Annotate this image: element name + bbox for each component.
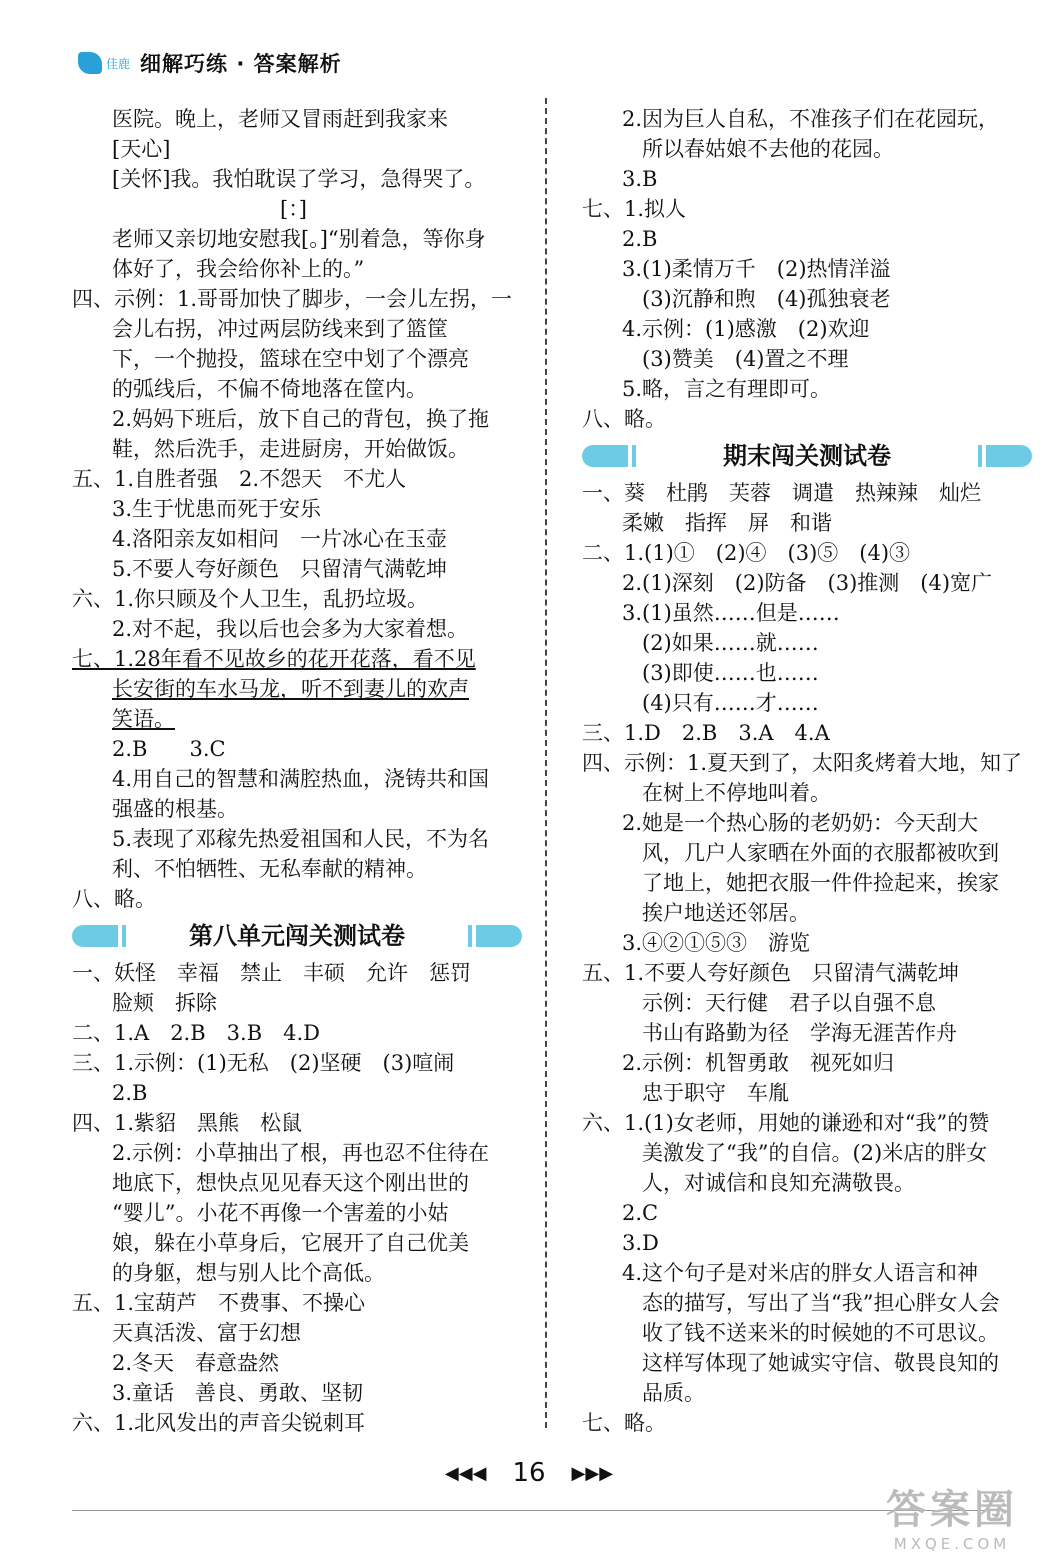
answer-line: 八、略。 [582,407,666,431]
answer-line: (3)沉静和煦 (4)孤独衰老 [642,287,891,311]
answer-line: 在树上不停地叫着。 [642,781,831,805]
answer-line: 2.B 3.C [112,737,226,761]
answer-line: “婴儿”。小花不再像一个害羞的小姑 [112,1201,449,1225]
answer-line: 4.这个句子是对米店的胖女人语言和神 [622,1261,979,1285]
page-number: 16 [512,1458,546,1488]
answer-line: 医院。晚上，老师又冒雨赶到我家来 [112,107,448,131]
answer-line: 2.(1)深刻 (2)防备 (3)推测 (4)宽广 [622,571,993,595]
page-header [78,46,342,80]
answer-line: 三、1.示例：(1)无私 (2)坚硬 (3)喧闹 [72,1051,455,1075]
banner-deco-right [476,925,522,947]
banner-deco-left-bar [632,445,636,467]
answer-line: [：] [112,197,307,221]
answer-line: 挨户地送还邻居。 [642,901,810,925]
banner-deco-left [582,445,628,467]
answer-line: 强盛的根基。 [112,797,238,821]
answer-line: 4.示例：(1)感激 (2)欢迎 [622,317,870,341]
answer-line: 柔嫩 指挥 屏 和谐 [622,511,832,535]
answer-line: 五、1.自胜者强 2.不怨天 不尤人 [72,467,407,491]
answer-line: 2.因为巨人自私，不准孩子们在花园玩， [622,107,1000,131]
answer-line: 笑语。 [112,707,175,731]
answer-line: 2.示例：小草抽出了根，再也忍不住待在 [112,1141,490,1165]
section-title: 第八单元闯关测试卷 [189,922,405,950]
section-banner [582,438,1032,474]
answer-line: 二、1.(1)① (2)④ (3)⑤ (4)③ [582,541,911,565]
answer-line: 五、1.宝葫芦 不费事、不操心 [72,1291,366,1315]
answer-line: 3.④②①⑤③ 游览 [622,931,811,955]
answer-line: 3.(1)柔情万千 (2)热情洋溢 [622,257,891,281]
answer-line: 3.(1)虽然……但是…… [622,601,840,625]
logo-text: 佳鹿 [106,56,131,71]
answer-line: 书山有路勤为径 学海无涯苦作舟 [642,1021,957,1045]
right-column [582,104,1032,1438]
banner-deco-right-bar [468,925,472,947]
answer-line: (4)只有……才…… [642,691,819,715]
answer-line: 3.生于忧患而死于安乐 [112,497,322,521]
answer-line: (3)赞美 (4)置之不理 [642,347,849,371]
answer-line: 示例：天行健 君子以自强不息 [642,991,936,1015]
answer-line: 态的描写，写出了当“我”担心胖女人会 [642,1291,1000,1315]
answer-line: 2.C [622,1201,659,1225]
answer-line: 2.妈妈下班后，放下自己的背包，换了拖 [112,407,490,431]
section-title: 期末闯关测试卷 [723,442,891,470]
answer-line: 二、1.A 2.B 3.B 4.D [72,1021,321,1045]
answer-line: 体好了，我会给你补上的。” [112,257,365,281]
watermark-url: MXQE.COM [893,1535,1011,1553]
answer-line: 地底下，想快点见见春天这个刚出世的 [112,1171,469,1195]
answer-line: 2.对不起，我以后也会多为大家着想。 [112,617,469,641]
answer-line: (3)即使……也…… [642,661,819,685]
answer-line: 3.B [622,167,658,191]
prev-page-icon[interactable]: ◀◀◀ [444,1462,487,1484]
answer-line: 一、妖怪 幸福 禁止 丰硕 允许 惩罚 [72,961,471,985]
answer-line: 2.示例：机智勇敢 视死如归 [622,1051,895,1075]
answer-line: 2.冬天 春意盎然 [112,1351,280,1375]
answer-line: 六、1.你只顾及个人卫生，乱扔垃圾。 [72,587,429,611]
answer-line: 5.略，言之有理即可。 [622,377,832,401]
answer-line: 七、1.28年看不见故乡的花开花落，看不见 [72,647,476,671]
answer-line: 了地上，她把衣服一件件捡起来，挨家 [642,871,999,895]
answer-line: 三、1.D 2.B 3.A 4.A [582,721,830,745]
bottom-rule [72,1510,986,1511]
answer-line: 2.B [622,227,658,251]
answer-line: 这样写体现了她诚实守信、敬畏良知的 [642,1351,999,1375]
left-column [72,104,522,1438]
answer-line: 六、1.北风发出的声音尖锐刺耳 [72,1411,366,1435]
answer-line: 长安街的车水马龙，听不到妻儿的欢声 [112,677,469,701]
answer-line: 七、1.拟人 [582,197,687,221]
answer-line: 风，几户人家晒在外面的衣服都被吹到 [642,841,999,865]
column-divider [545,98,547,1428]
answer-line: [天心] [112,137,171,161]
answer-line: 八、略。 [72,887,156,911]
answer-line: 利、不怕牺牲、无私奉献的精神。 [112,857,427,881]
answer-line: 的弧线后，不偏不倚地落在筐内。 [112,377,427,401]
logo-icon [78,52,102,74]
answer-line: 会儿右拐，冲过两层防线来到了篮筐 [112,317,448,341]
publisher-logo [78,52,130,74]
watermark [886,1478,1018,1553]
watermark-title: 答案圈 [886,1487,1018,1533]
answer-line: 5.表现了邓稼先热爱祖国和人民，不为名 [112,827,490,851]
answer-line: 3.D [622,1231,659,1255]
answer-line: 人，对诚信和良知充满敬畏。 [642,1171,915,1195]
answer-line: 收了钱不送来米的时候她的不可思议。 [642,1321,999,1345]
answer-line: 四、示例：1.夏天到了，太阳炙烤着大地，知了 [582,751,1023,775]
answer-line: 5.不要人夸好颜色 只留清气满乾坤 [112,557,448,581]
answer-line: 鞋，然后洗手，走进厨房，开始做饭。 [112,437,469,461]
answer-line: (2)如果……就…… [642,631,819,655]
answer-line: 2.B [112,1081,148,1105]
next-page-icon[interactable]: ▶▶▶ [571,1462,614,1484]
answer-line: 脸颊 拆除 [112,991,217,1015]
answer-line: 老师又亲切地安慰我[。]“别着急，等你身 [112,227,486,251]
answer-line: 品质。 [642,1381,705,1405]
answer-line: 3.童话 善良、勇敢、坚韧 [112,1381,364,1405]
answer-line: 四、1.紫貂 黑熊 松鼠 [72,1111,303,1135]
banner-deco-left-bar [122,925,126,947]
banner-deco-left [72,925,118,947]
answer-line: 美激发了“我”的自信。(2)米店的胖女 [642,1141,988,1165]
answer-line: 所以春姑娘不去他的花园。 [642,137,894,161]
answer-line: 4.洛阳亲友如相问 一片冰心在玉壶 [112,527,448,551]
answer-line: 下，一个抛投，篮球在空中划了个漂亮 [112,347,469,371]
section-banner [72,918,522,954]
header-title: 细解巧练 · 答案解析 [140,52,342,76]
answer-line: 七、略。 [582,1411,666,1435]
answer-line: 四、示例：1.哥哥加快了脚步，一会儿左拐，一 [72,287,513,311]
answer-line: 忠于职守 车胤 [642,1081,789,1105]
answer-line: [关怀]我。我怕耽误了学习，急得哭了。 [112,167,486,191]
answer-line: 天真活泼、富于幻想 [112,1321,301,1345]
answer-line: 五、1.不要人夸好颜色 只留清气满乾坤 [582,961,960,985]
answer-line: 4.用自己的智慧和满腔热血，浇铸共和国 [112,767,490,791]
answer-line: 娘，躲在小草身后，它展开了自己优美 [112,1231,469,1255]
answer-line: 六、1.(1)女老师，用她的谦逊和对“我”的赞 [582,1111,990,1135]
answer-line: 一、葵 杜鹃 芙蓉 调遣 热辣辣 灿烂 [582,481,981,505]
banner-deco-right-bar [978,445,982,467]
answer-line: 的身躯，想与别人比个高低。 [112,1261,385,1285]
banner-deco-right [986,445,1032,467]
answer-line: 2.她是一个热心肠的老奶奶：今天刮大 [622,811,979,835]
